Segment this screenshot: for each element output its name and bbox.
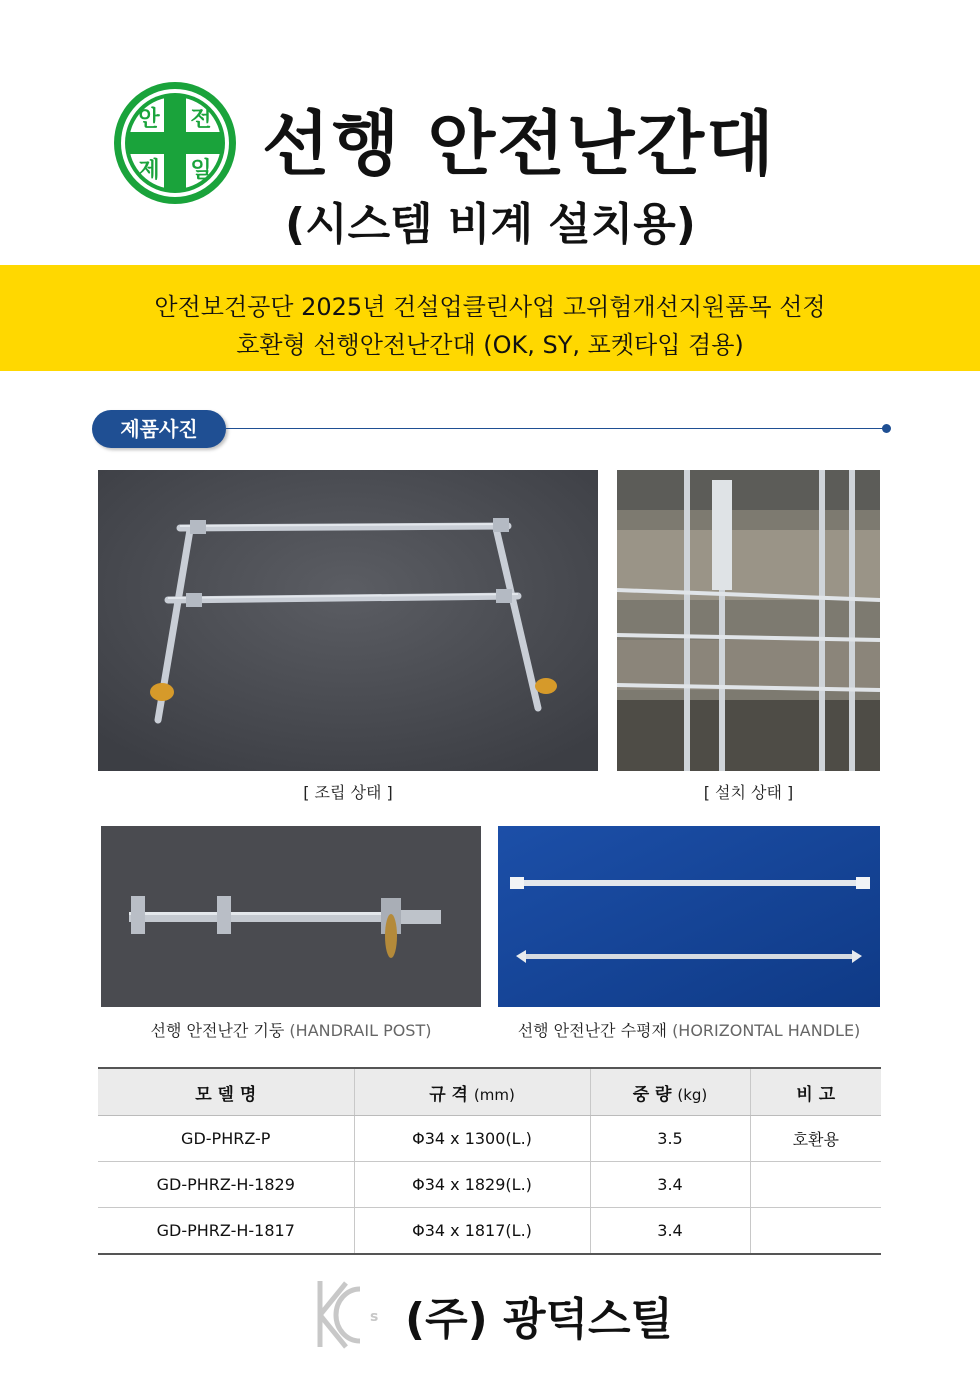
svg-text:s: s (370, 1309, 379, 1325)
photo-caption-handle (498, 1018, 880, 1041)
photo-assembled (98, 470, 598, 771)
cell-spec: Φ34 x 1829(L.) (354, 1162, 590, 1208)
caption-handle-en: (HORIZONTAL HANDLE) (672, 1021, 861, 1040)
cell-spec: Φ34 x 1300(L.) (354, 1116, 590, 1162)
logo-char: 전 (190, 107, 212, 132)
caption-post-en: (HANDRAIL POST) (289, 1021, 432, 1040)
photo-handrail-post (101, 826, 481, 1007)
divider-dot (882, 424, 891, 433)
banner-line-2: 호환형 선행안전난간대 (OK, SY, 포켓타입 겸용) (236, 331, 744, 359)
logo-char: 제 (138, 158, 160, 183)
photo-caption-assembled: [ 조립 상태 ] (303, 783, 393, 802)
photo-caption-post (101, 1018, 481, 1041)
kc-certification-mark (312, 1275, 382, 1353)
photo-installed (617, 470, 880, 771)
cell-spec: Φ34 x 1817(L.) (354, 1208, 590, 1255)
section-divider (226, 428, 886, 429)
cell-model: GD-PHRZ-H-1817 (98, 1208, 354, 1255)
section-label: 제품사진 (92, 410, 226, 448)
page-title: 선행 안전난간대 (262, 103, 776, 185)
safety-first-logo (112, 80, 238, 206)
page-subtitle: (시스템 비계 설치용) (285, 199, 696, 250)
photo-caption-installed: [ 설치 상태 ] (703, 783, 794, 802)
header-spec: 규 격 (mm) (354, 1068, 590, 1116)
logo-char: 일 (190, 158, 212, 183)
cell-weight: 3.4 (590, 1162, 750, 1208)
cell-weight: 3.4 (590, 1208, 750, 1255)
photo-horizontal-handle (498, 826, 880, 1007)
table-header-row (98, 1068, 881, 1116)
table-row (98, 1162, 881, 1208)
cell-model: GD-PHRZ-P (98, 1116, 354, 1162)
banner-line-1: 안전보건공단 2025년 건설업클린사업 고위험개선지원품목 선정 (154, 293, 826, 321)
header-remarks: 비 고 (750, 1068, 881, 1116)
cell-model: GD-PHRZ-H-1829 (98, 1162, 354, 1208)
header-weight: 중 량 (kg) (590, 1068, 750, 1116)
selection-banner (0, 265, 980, 371)
table-row (98, 1208, 881, 1255)
cell-remarks (750, 1162, 881, 1208)
cell-remarks: 호환용 (750, 1116, 881, 1162)
logo-char: 안 (138, 107, 160, 132)
table-row (98, 1116, 881, 1162)
caption-handle-ko: 선행 안전난간 수평재 (517, 1021, 667, 1040)
header-model: 모 델 명 (98, 1068, 354, 1116)
caption-post-ko: 선행 안전난간 기둥 (150, 1021, 285, 1040)
cell-remarks (750, 1208, 881, 1255)
cell-weight: 3.5 (590, 1116, 750, 1162)
spec-table (98, 1067, 881, 1255)
company-name: (주) 광덕스틸 (405, 1294, 674, 1345)
